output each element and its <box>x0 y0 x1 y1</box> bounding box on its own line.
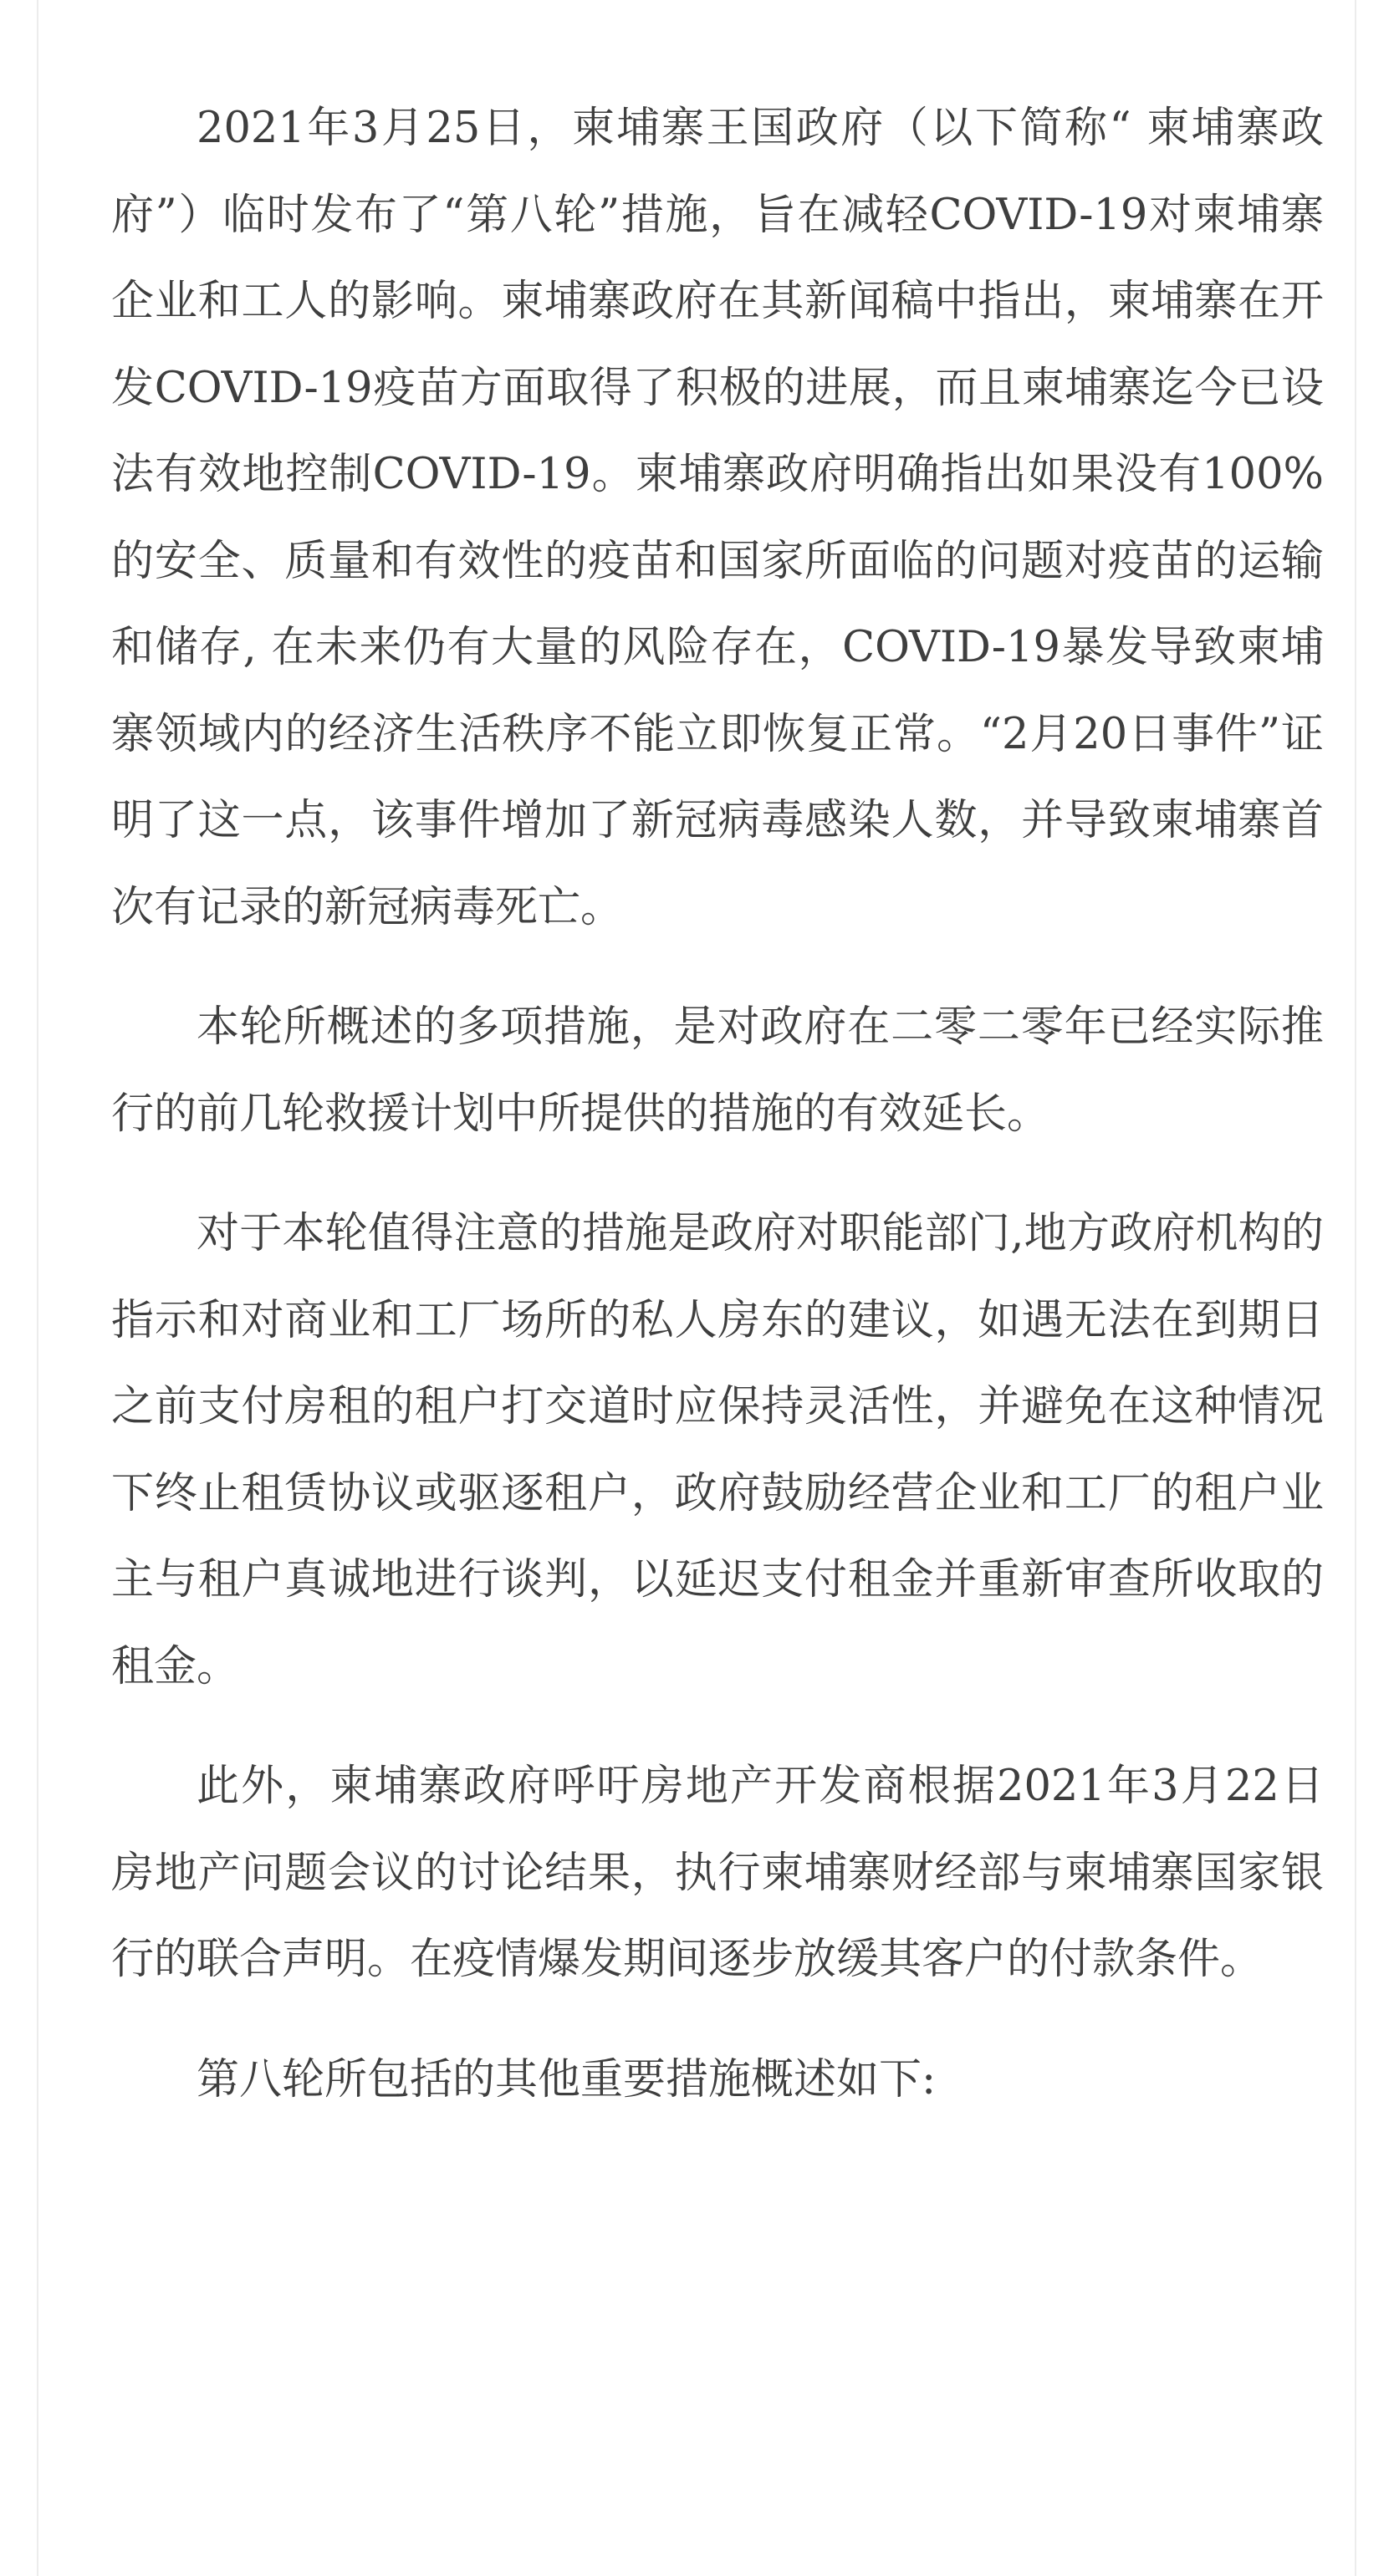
article-body <box>111 85 1324 2123</box>
paragraph-other-measures: 第八轮所包括的其他重要措施概述如下: <box>197 2054 937 2104</box>
paragraph-extension: 本轮所概述的多项措施，是对政府在二零二零年已经实际推行的前几轮救援计划中所提供的措施的有效延长。 <box>111 1002 1324 1139</box>
article-page <box>37 0 1356 2576</box>
paragraph-developers: 此外，柬埔寨政府呼吁房地产开发商根据2021年3月22日房地产问题会议的讨论结果，执行柬埔寨财经部与柬埔寨国家银行的联合声明。在疫情爆发期间逐步放缓其客户的付款条件。 <box>111 1762 1324 1984</box>
paragraph-tenant-measures: 对于本轮值得注意的措施是政府对职能部门,地方政府机构的指示和对商业和工厂场所的私人房东的建议，如遇无法在到期日之前支付房租的租户打交道时应保持灵活性，并避免在这种情况下终止租赁协议或驱逐租户，政府鼓励经营企业和工厂的租户业主与租户真诚地进行谈判，以延迟支付租金并重新审查所收取的租金。 <box>111 1209 1324 1691</box>
paragraph-announcement: 2021年3月25日，柬埔寨王国政府（以下简称“ 柬埔寨政府”）临时发布了“第八轮”措施，旨在减轻COVID-19对柬埔寨企业和工人的影响。柬埔寨政府在其新闻稿中指出，柬埔寨在开发COVID-19疫苗方面取得了积极的进展，而且柬埔寨迄今已设法有效地控制COVID-19。柬埔寨政府明确指出如果没有100%的安全、质量和有效性的疫苗和国家所面临的问题对疫苗的运输和储存, 在未来仍有大量的风险存在，COVID-19暴发导致柬埔寨领域内的经济生活秩序不能立即恢复正常。“2月20日事件”证明了这一点，该事件增加了新冠病毒感染人数，并导致柬埔寨首次有记录的新冠病毒死亡。 <box>111 104 1324 932</box>
